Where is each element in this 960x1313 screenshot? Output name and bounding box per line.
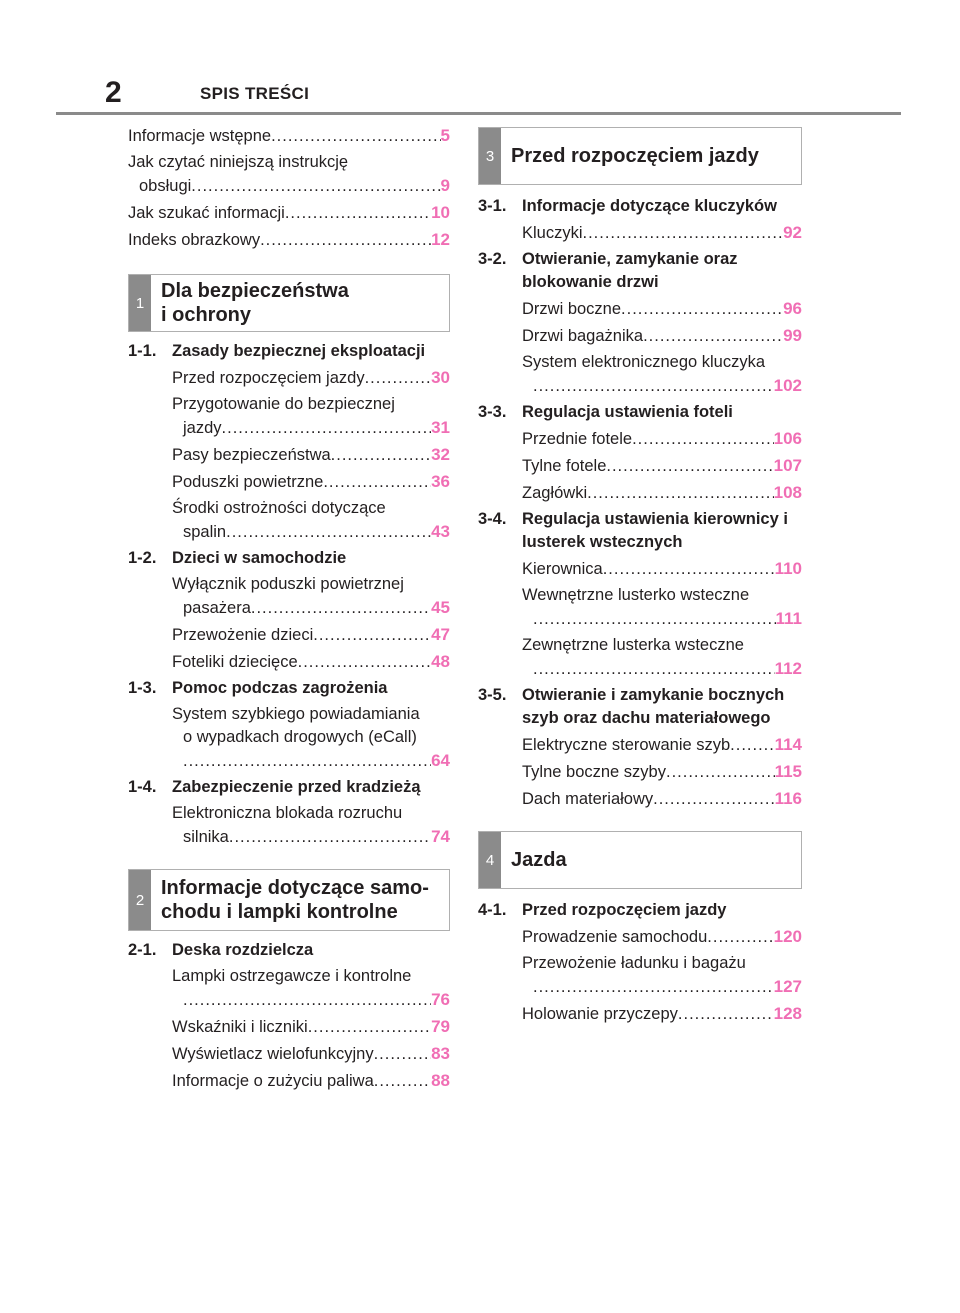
chapter-heading[interactable] bbox=[128, 677, 450, 700]
page-link[interactable]: 88 bbox=[431, 1071, 450, 1090]
section-header-2[interactable] bbox=[128, 869, 450, 931]
toc-entry[interactable] bbox=[84, 228, 450, 252]
dot-leader bbox=[583, 222, 784, 245]
page-link[interactable]: 45 bbox=[431, 598, 450, 617]
toc-entry[interactable] bbox=[128, 1069, 450, 1093]
page-link[interactable]: 48 bbox=[431, 652, 450, 671]
page-link[interactable]: 96 bbox=[783, 299, 802, 318]
dot-leader bbox=[251, 597, 431, 620]
dot-leader bbox=[533, 658, 775, 681]
dot-leader bbox=[183, 750, 431, 773]
section-header-4[interactable] bbox=[478, 831, 802, 889]
chapter-heading[interactable] bbox=[478, 195, 802, 218]
toc-entry[interactable] bbox=[84, 124, 450, 148]
toc-entry-title: System szybkiego powiadamiania bbox=[172, 705, 420, 723]
page-link[interactable]: 107 bbox=[773, 456, 802, 475]
dot-leader bbox=[226, 521, 431, 544]
toc-entry-title: Elektryczne sterowanie szyb bbox=[522, 736, 731, 754]
toc-entry-title: Drzwi bagażnika bbox=[522, 327, 644, 345]
dot-leader bbox=[374, 1070, 431, 1093]
toc-entry-title: Jak czytać niniejszą instrukcję bbox=[128, 153, 349, 171]
toc-entry[interactable] bbox=[478, 481, 802, 505]
toc-entry-title: Elektroniczna blokada rozruchu bbox=[172, 804, 403, 822]
toc-entry-title: Lampki ostrzegawcze i kontrolne bbox=[172, 967, 412, 985]
toc-left-column bbox=[128, 124, 450, 1096]
dot-leader bbox=[222, 417, 432, 440]
chapter-title: Dzieci w samochodzie bbox=[172, 549, 347, 567]
toc-entry[interactable] bbox=[478, 297, 802, 321]
chapter-title: Otwieranie, zamykanie oraz blokowanie drzwi bbox=[522, 250, 738, 291]
chapter-number: 1-4. bbox=[128, 778, 157, 796]
chapter-heading[interactable] bbox=[478, 684, 802, 730]
dot-leader bbox=[533, 375, 774, 398]
chapter-number: 3-2. bbox=[478, 250, 507, 268]
toc-entry-title: silnika bbox=[183, 828, 229, 846]
toc-entry-title: Środki ostrożności dotyczące bbox=[172, 499, 386, 517]
section-title-line: chodu i lampki kontrolne bbox=[161, 901, 398, 923]
page-title: SPIS TREŚCI bbox=[200, 84, 310, 103]
chapter-heading[interactable] bbox=[128, 939, 450, 962]
toc-entry[interactable] bbox=[84, 151, 450, 198]
page-link[interactable]: 30 bbox=[431, 368, 450, 387]
toc-entry-title: o wypadkach drogowych (eCall) bbox=[183, 728, 417, 746]
toc-entry-title: Przygotowanie do bezpiecznej bbox=[172, 395, 395, 413]
dot-leader bbox=[606, 455, 773, 478]
toc-entry[interactable] bbox=[128, 965, 450, 1012]
page-link[interactable]: 116 bbox=[774, 789, 802, 808]
toc-entry-title: Wskaźniki i liczniki bbox=[172, 1018, 308, 1036]
dot-leader bbox=[374, 1043, 432, 1066]
toc-entry-title: Drzwi boczne bbox=[522, 300, 622, 318]
page-link[interactable]: 92 bbox=[783, 223, 802, 242]
section-header-3[interactable] bbox=[478, 127, 802, 185]
toc-entry[interactable] bbox=[478, 427, 802, 451]
chapter-number: 3-1. bbox=[478, 197, 507, 215]
dot-leader bbox=[533, 608, 776, 631]
page-link[interactable]: 79 bbox=[431, 1017, 450, 1036]
page-link[interactable]: 127 bbox=[773, 977, 802, 996]
toc-entry-title: Pasy bezpieczeństwa bbox=[172, 446, 331, 464]
toc-entry[interactable] bbox=[478, 351, 802, 398]
chapter-heading[interactable] bbox=[478, 248, 802, 294]
dot-leader bbox=[730, 734, 774, 757]
dot-leader bbox=[323, 471, 431, 494]
chapter-title: Przed rozpoczęciem jazdy bbox=[522, 901, 727, 919]
page-link[interactable]: 110 bbox=[774, 559, 802, 578]
toc-entry-title: Zewnętrzne lusterka wsteczne bbox=[522, 636, 744, 654]
toc-entry-title: Informacje wstępne bbox=[128, 127, 272, 145]
toc-entry[interactable] bbox=[128, 443, 450, 467]
toc-entry-title: Wewnętrzne lusterko wsteczne bbox=[522, 586, 750, 604]
chapter-title: Regulacja ustawienia foteli bbox=[522, 403, 733, 421]
chapter-title: Informacje dotyczące kluczyków bbox=[522, 197, 777, 215]
section-title-line: Jazda bbox=[511, 849, 567, 871]
dot-leader bbox=[260, 229, 431, 252]
toc-entry-title: jazdy bbox=[183, 419, 222, 437]
intro-list bbox=[84, 124, 450, 252]
toc-entry[interactable] bbox=[478, 1002, 802, 1026]
toc-entry-title: obsługi bbox=[139, 177, 192, 195]
section-title-line: Dla bezpieczeństwa bbox=[161, 280, 349, 302]
page-link[interactable]: 106 bbox=[773, 429, 802, 448]
chapter-number: 2-1. bbox=[128, 941, 157, 959]
chapter-number: 1-3. bbox=[128, 679, 157, 697]
dot-leader bbox=[183, 989, 431, 1012]
page-link[interactable]: 10 bbox=[431, 203, 450, 222]
dot-leader bbox=[308, 1016, 431, 1039]
chapter-title: Otwieranie i zamykanie bocznych szyb oraz dachu materiałowego bbox=[522, 686, 785, 727]
toc-entry-title: Holowanie przyczepy bbox=[522, 1005, 678, 1023]
dot-leader bbox=[313, 624, 431, 647]
toc-entry-title: Tylne boczne szyby bbox=[522, 763, 666, 781]
page-link[interactable]: 64 bbox=[431, 751, 450, 770]
dot-leader bbox=[229, 826, 431, 849]
toc-entry-title: Przewożenie ładunku i bagażu bbox=[522, 954, 746, 972]
chapter-group bbox=[478, 899, 802, 1026]
toc-entry[interactable] bbox=[128, 470, 450, 494]
toc-entry-title: pasażera bbox=[183, 599, 251, 617]
section-header-1[interactable] bbox=[128, 274, 450, 332]
dot-leader bbox=[331, 444, 431, 467]
toc-entry[interactable] bbox=[478, 221, 802, 245]
dot-leader bbox=[298, 651, 431, 674]
chapter-heading[interactable] bbox=[478, 899, 802, 922]
section-title-line: i ochrony bbox=[161, 304, 252, 326]
toc-entry-title: Wyświetlacz wielofunkcyjny bbox=[172, 1045, 374, 1063]
toc-entry[interactable] bbox=[128, 1042, 450, 1066]
toc-entry-title: spalin bbox=[183, 523, 227, 541]
chapter-title: Zasady bezpiecznej eksploatacji bbox=[172, 342, 426, 360]
toc-entry-title: Tylne fotele bbox=[522, 457, 607, 475]
dot-leader bbox=[603, 558, 775, 581]
toc-entry[interactable] bbox=[478, 952, 802, 999]
dot-leader bbox=[271, 125, 440, 148]
chapter-title: Deska rozdzielcza bbox=[172, 941, 314, 959]
chapter-number: 3-5. bbox=[478, 686, 507, 704]
dot-leader bbox=[643, 325, 783, 348]
dot-leader bbox=[285, 202, 431, 225]
page-link[interactable]: 83 bbox=[431, 1044, 450, 1063]
toc-entry[interactable] bbox=[128, 497, 450, 544]
section-number: 2 bbox=[129, 870, 151, 930]
toc-entry[interactable] bbox=[478, 760, 802, 784]
page-link[interactable]: 74 bbox=[431, 827, 450, 846]
toc-entry[interactable] bbox=[478, 733, 802, 757]
chapter-group bbox=[128, 939, 450, 1093]
toc-entry-title: Kierownica bbox=[522, 560, 603, 578]
toc-entry[interactable] bbox=[128, 366, 450, 390]
dot-leader bbox=[621, 298, 783, 321]
dot-leader bbox=[666, 761, 775, 784]
toc-entry[interactable] bbox=[478, 557, 802, 581]
toc-entry[interactable] bbox=[128, 623, 450, 647]
section-number: 3 bbox=[479, 128, 501, 184]
toc-entry[interactable] bbox=[478, 925, 802, 949]
chapter-heading[interactable] bbox=[128, 547, 450, 570]
toc-entry-title: Zagłówki bbox=[522, 484, 588, 502]
toc-entry-title: System elektronicznego kluczyka bbox=[522, 353, 766, 371]
page-link[interactable]: 120 bbox=[773, 927, 802, 946]
chapter-heading[interactable] bbox=[478, 508, 802, 554]
page-number: 2 bbox=[105, 76, 122, 109]
dot-leader bbox=[653, 788, 774, 811]
toc-entry[interactable] bbox=[84, 201, 450, 225]
toc-entry[interactable] bbox=[478, 787, 802, 811]
page-link[interactable]: 9 bbox=[440, 176, 450, 195]
toc-entry[interactable] bbox=[478, 454, 802, 478]
chapter-title: Regulacja ustawienia kierownicy i lusterek wstecznych bbox=[522, 510, 788, 551]
chapter-heading[interactable] bbox=[128, 340, 450, 363]
page-link[interactable]: 32 bbox=[431, 445, 450, 464]
toc-entry[interactable] bbox=[478, 634, 802, 681]
page-link[interactable]: 31 bbox=[431, 418, 450, 437]
toc-entry[interactable] bbox=[128, 703, 450, 773]
dot-leader bbox=[632, 428, 774, 451]
page-link[interactable]: 108 bbox=[773, 483, 802, 502]
toc-entry[interactable] bbox=[128, 573, 450, 620]
section-number: 1 bbox=[129, 275, 151, 331]
chapter-number: 4-1. bbox=[478, 901, 507, 919]
chapter-number: 1-2. bbox=[128, 549, 157, 567]
chapter-group bbox=[478, 195, 802, 811]
toc-right-column bbox=[478, 127, 802, 1029]
toc-entry-title: Indeks obrazkowy bbox=[128, 231, 261, 249]
toc-entry[interactable] bbox=[478, 324, 802, 348]
toc-entry-title: Informacje o zużyciu paliwa bbox=[172, 1072, 374, 1090]
page-link[interactable]: 115 bbox=[774, 762, 802, 781]
page-link[interactable]: 102 bbox=[773, 376, 802, 395]
chapter-number: 3-4. bbox=[478, 510, 507, 528]
page-link[interactable]: 111 bbox=[775, 609, 802, 628]
toc-entry-title: Wyłącznik poduszki powietrznej bbox=[172, 575, 404, 593]
dot-leader bbox=[587, 482, 774, 505]
page-link[interactable]: 112 bbox=[774, 659, 802, 678]
section-number: 4 bbox=[479, 832, 501, 888]
toc-entry[interactable] bbox=[128, 650, 450, 674]
toc-entry-title: Foteliki dziecięce bbox=[172, 653, 298, 671]
page-link[interactable]: 5 bbox=[440, 126, 450, 145]
dot-leader bbox=[707, 926, 773, 949]
toc-entry[interactable] bbox=[128, 393, 450, 440]
page-link[interactable]: 114 bbox=[774, 735, 802, 754]
toc-entry-title: Przewożenie dzieci bbox=[172, 626, 314, 644]
chapter-title: Pomoc podczas zagrożenia bbox=[172, 679, 388, 697]
header-rule bbox=[56, 112, 901, 115]
toc-entry-title: Przed rozpoczęciem jazdy bbox=[172, 369, 365, 387]
dot-leader bbox=[191, 175, 440, 198]
toc-entry-title: Przednie fotele bbox=[522, 430, 633, 448]
toc-entry[interactable] bbox=[478, 584, 802, 631]
toc-entry[interactable] bbox=[128, 802, 450, 849]
toc-entry-title: Prowadzenie samochodu bbox=[522, 928, 708, 946]
chapter-title: Zabezpieczenie przed kradzieżą bbox=[172, 778, 421, 796]
page-link[interactable]: 43 bbox=[431, 522, 450, 541]
toc-entry-title: Jak szukać informacji bbox=[128, 204, 285, 222]
dot-leader bbox=[365, 367, 432, 390]
chapter-group bbox=[128, 340, 450, 849]
page-link[interactable]: 99 bbox=[783, 326, 802, 345]
page-link[interactable]: 12 bbox=[431, 230, 450, 249]
chapter-heading[interactable] bbox=[478, 401, 802, 424]
dot-leader bbox=[678, 1003, 774, 1026]
page-link[interactable]: 76 bbox=[431, 990, 450, 1009]
chapter-number: 1-1. bbox=[128, 342, 157, 360]
chapter-heading[interactable] bbox=[128, 776, 450, 799]
toc-entry-title: Kluczyki bbox=[522, 224, 583, 242]
page-link[interactable]: 128 bbox=[773, 1004, 802, 1023]
section-title-line: Informacje dotyczące samo- bbox=[161, 877, 429, 899]
dot-leader bbox=[533, 976, 774, 999]
page-link[interactable]: 47 bbox=[431, 625, 450, 644]
section-title-line: Przed rozpoczęciem jazdy bbox=[511, 145, 759, 167]
page-link[interactable]: 36 bbox=[431, 472, 450, 491]
toc-entry-title: Poduszki powietrzne bbox=[172, 473, 324, 491]
toc-entry[interactable] bbox=[128, 1015, 450, 1039]
toc-entry-title: Dach materiałowy bbox=[522, 790, 654, 808]
chapter-number: 3-3. bbox=[478, 403, 507, 421]
